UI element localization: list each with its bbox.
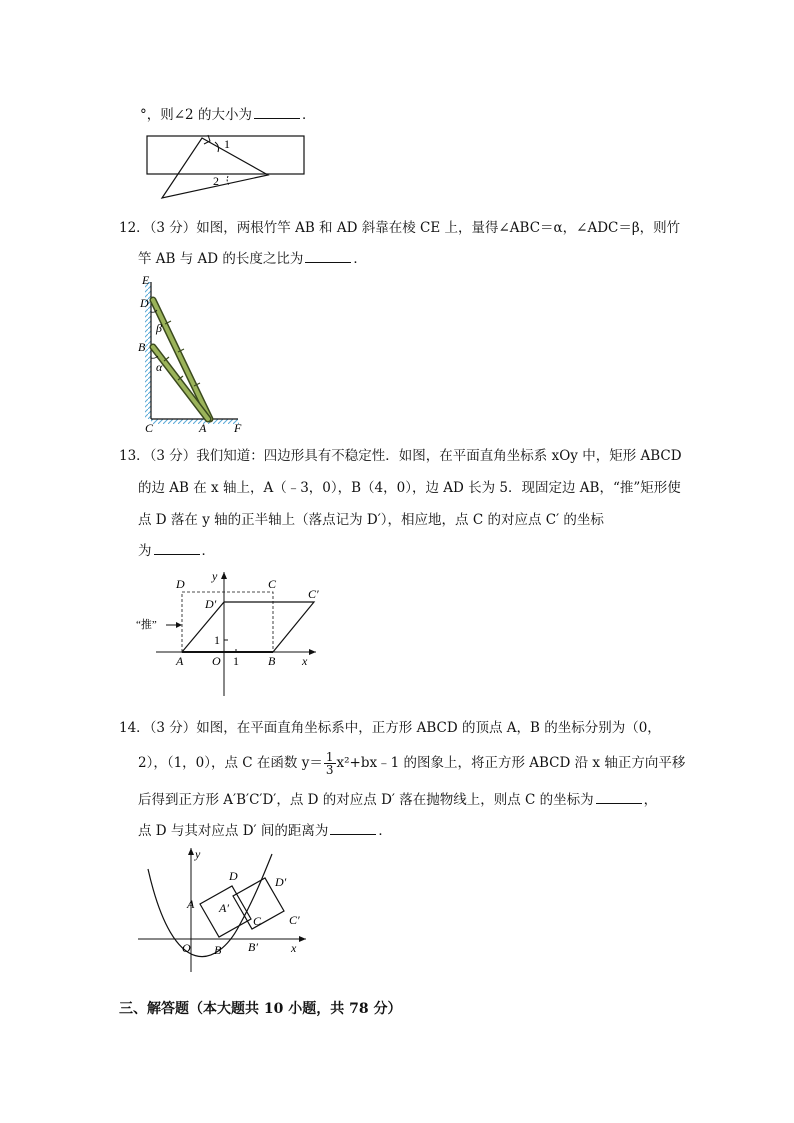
q14-label-C: C <box>253 914 262 928</box>
q13-answer-blank[interactable] <box>154 540 200 555</box>
q14-label-Cp: C′ <box>289 913 300 927</box>
q11-tail <box>140 104 315 125</box>
q11-answer-blank[interactable] <box>254 104 300 119</box>
q14-label-B: B <box>214 943 222 957</box>
q13-line4 <box>138 540 215 561</box>
q14-answer-blank-1[interactable] <box>596 789 642 804</box>
q13-line1: 13．（3 分）我们知道：四边形具有不稳定性．如图，在平面直角坐标系 xOy 中，矩形 ABCD <box>119 448 682 464</box>
q14-answer-blank-2[interactable] <box>330 820 376 835</box>
q12-label-beta: β <box>156 321 162 335</box>
q13-label-y: y <box>212 569 218 583</box>
q14-line3 <box>138 789 657 810</box>
q11-tail-end: ． <box>301 107 316 123</box>
q13-label-B: B <box>268 654 276 668</box>
q12-figure <box>138 274 248 436</box>
q14-label-Dp: D′ <box>275 875 287 889</box>
q14-label-x: x <box>291 941 297 955</box>
q13-label-push: “推” <box>136 619 157 631</box>
q13-line4-end: ． <box>201 543 215 559</box>
q13-label-one-x: 1 <box>233 654 239 668</box>
q13-label-A: A <box>176 654 184 668</box>
q13-label-Dp: D′ <box>205 597 217 611</box>
q13-label-one-y: 1 <box>214 633 220 647</box>
q12-line2-end: ． <box>353 251 367 267</box>
q12-line1: 12．（3 分）如图，两根竹竿 AB 和 AD 斜靠在棱 CE 上，量得∠ABC＝α，∠ADC＝β，则竹 <box>119 220 681 236</box>
q14-label-Ap: A′ <box>219 901 229 915</box>
q13-label-D: D <box>176 577 185 591</box>
q11-tail-text: °，则∠2 的大小为 <box>140 107 252 123</box>
q13-line2: 的边 AB 在 x 轴上，A（﹣3，0），B（4，0），边 AD 长为 5．现固定边 AB，“推”矩形使 <box>138 480 681 496</box>
q12-label-B: B <box>138 340 146 354</box>
q14-line3-text: 后得到正方形 A′B′C′D′，点 D 的对应点 D′ 落在抛物线上，则点 C 的坐标为 <box>138 792 594 808</box>
q14-line4-text: 点 D 与其对应点 D′ 间的距离为 <box>138 823 329 839</box>
q14-figure <box>136 844 311 974</box>
q14-line4 <box>138 820 392 841</box>
q14-line2-tail: x²+bx﹣1 的图象上，将正方形 ABCD 沿 x 轴正方向平移 <box>336 755 686 771</box>
q14-frac-den: 3 <box>325 763 334 777</box>
q14-line4-end: ． <box>378 823 392 839</box>
q14-frac-num: 1 <box>325 750 334 764</box>
q13-label-Cp: C′ <box>308 587 319 601</box>
q12-label-A: A <box>199 421 207 435</box>
q13-label-C: C <box>268 577 277 591</box>
q13-line4-text: 为 <box>138 543 152 559</box>
q12-label-E: E <box>142 273 150 287</box>
q14-line3-end: ， <box>643 792 658 808</box>
q11-label-2: 2 <box>213 174 219 188</box>
q13-figure <box>136 568 326 698</box>
q12-label-D: D <box>140 296 149 310</box>
q14-label-D: D <box>229 869 238 883</box>
q14-label-O: O <box>182 941 191 955</box>
q14-line2 <box>138 750 685 776</box>
q14-label-A: A <box>187 897 195 911</box>
q12-line2-text: 竿 AB 与 AD 的长度之比为 <box>138 251 304 267</box>
q13-line3: 点 D 落在 y 轴的正半轴上（落点记为 D′），相应地，点 C 的对应点 C′ 的坐标 <box>138 512 604 528</box>
q14-line2-text: 2），（1，0），点 C 在函数 y＝ <box>138 755 323 771</box>
q13-label-x: x <box>302 654 308 668</box>
q12-line2 <box>138 248 367 269</box>
q13-label-O: O <box>212 654 221 668</box>
q14-label-Bp: B′ <box>248 940 258 954</box>
q11-label-1: 1 <box>224 137 230 151</box>
q12-label-C: C <box>145 421 154 435</box>
section-3-heading: 三、解答题（本大题共 10 小题，共 78 分） <box>119 1001 402 1017</box>
q12-label-alpha: α <box>156 360 163 374</box>
q14-fraction <box>324 751 336 776</box>
q12-answer-blank[interactable] <box>305 248 351 263</box>
q14-line1: 14．（3 分）如图，在平面直角坐标系中，正方形 ABCD 的顶点 A，B 的坐标分别为（0， <box>119 720 661 736</box>
q12-label-F: F <box>234 421 242 435</box>
q11-figure <box>140 130 310 205</box>
q14-label-y: y <box>195 847 201 861</box>
